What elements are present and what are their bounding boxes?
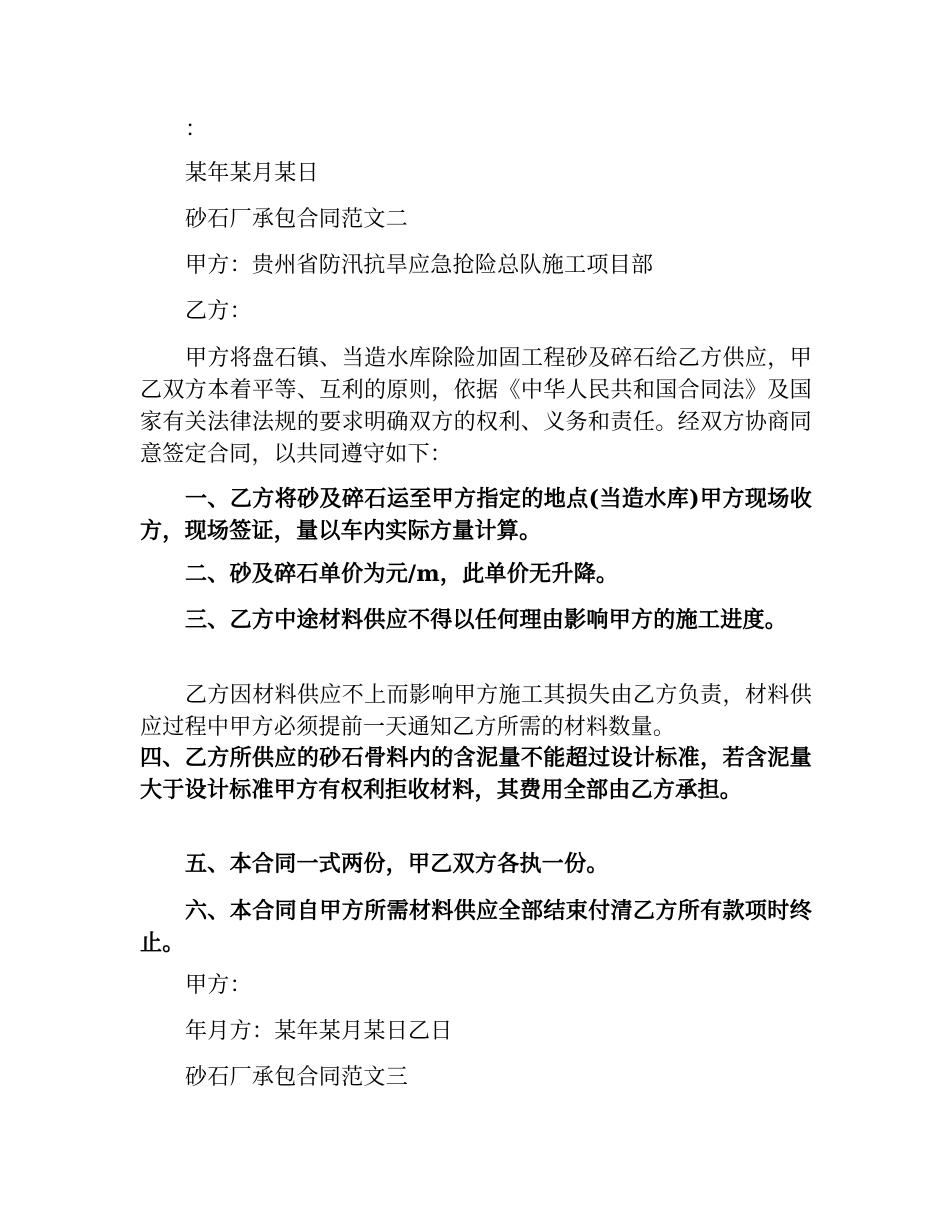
- party-a-signature: 甲方：: [185, 973, 252, 998]
- clause-6: 六、本合同自甲方所需材料供应全部结束付清乙方所有款项时终止。: [140, 898, 812, 956]
- clause-3: 三、乙方中途材料供应不得以任何理由影响甲方的施工进度。: [185, 607, 788, 633]
- date-line: 某年某月某日: [185, 161, 319, 186]
- section-title-2: 砂石厂承包合同范文二: [185, 207, 409, 232]
- clause-1: 一、乙方将砂及碎石运至甲方指定的地点(当造水库)甲方现场收方，现场签证，量以车内实际方量计算。: [140, 486, 812, 544]
- intro-paragraph: 甲方将盘石镇、当造水库除险加固工程砂及碎石给乙方供应，甲乙双方本着平等、互利的原则，依据《中华人民共和国合同法》及国家有关法律法规的要求明确双方的权利、义务和责任。经双方协商同意签定合同，以共同遵守如下：: [140, 346, 812, 467]
- clause-2: 二、砂及碎石单价为元/m，此单价无升降。: [185, 561, 619, 587]
- clause-4: 四、乙方所供应的砂石骨料内的含泥量不能超过设计标准，若含泥量大于设计标准甲方有权利拒收材料，其费用全部由乙方承担。: [140, 745, 812, 803]
- party-a-line: 甲方：贵州省防汛抗旱应急抢险总队施工项目部: [185, 253, 654, 278]
- signature-date-line: 年月方：某年某月某日乙日: [185, 1019, 453, 1044]
- section-title-3: 砂石厂承包合同范文三: [185, 1065, 409, 1090]
- clause-3-detail: 乙方因材料供应不上而影响甲方施工其损失由乙方负责，材料供应过程中甲方必须提前一天通知乙方所需的材料数量。: [140, 683, 812, 740]
- clause-5: 五、本合同一式两份，甲乙双方各执一份。: [185, 851, 609, 877]
- party-b-line: 乙方：: [185, 299, 252, 324]
- colon-line: ：: [185, 117, 208, 142]
